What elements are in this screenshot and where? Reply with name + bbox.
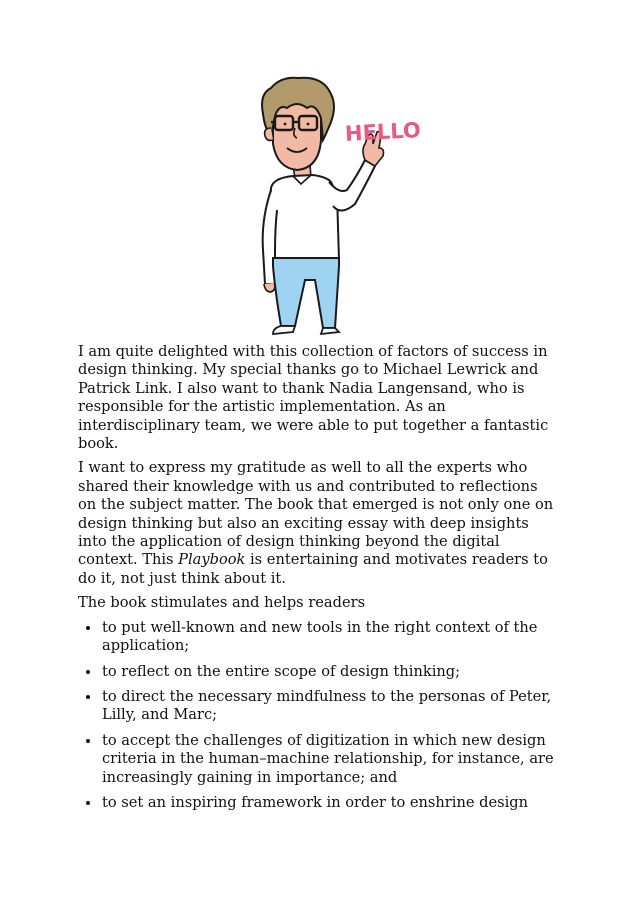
list-item: • to reflect on the entire scope of design thinking;: [101, 663, 560, 681]
list-item: • to put well-known and new tools in the right context of the application;: [101, 619, 560, 656]
left-shoe: [273, 326, 295, 334]
paragraph-acknowledgement: I am quite delighted with this collection of factors of success in design thinking. My special thanks go to Michael Lewrick and Patrick Link. I also want to thank Nadia Langensand, who is responsible for the artistic implementation. As an interdisciplinary team, we were able to put together a fantastic book.: [78, 343, 549, 453]
benefits-list: [78, 619, 560, 813]
list-item: • to direct the necessary mindfulness to the personas of Peter, Lilly, and Marc;: [101, 688, 560, 725]
list-item: • to accept the challenges of digitization in which new design criteria in the human–machine relationship, for instance, are increasingly gaining in importance; and: [101, 732, 560, 787]
list-item: • to set an inspiring framework in order to enshrine design: [101, 794, 560, 812]
right-arm: [329, 160, 375, 211]
waving-person-illustration: [215, 70, 425, 338]
book-title-emphasis: Playbook: [178, 551, 246, 569]
paragraph-intro-list: The book stimulates and helps readers: [78, 594, 366, 612]
pants: [273, 258, 339, 328]
right-shoe: [321, 328, 339, 334]
shirt: [269, 175, 339, 260]
hello-speech-text: HELLO: [344, 118, 422, 146]
paragraph-gratitude: I want to express my gratitude as well to all the experts who shared their knowledge with us and contributed to reflections on the subject matter. The book that emerged is not only one on design thinking but also an exciting essay with deep insights into the application of design thinking beyond the digital context. This Playbook is entertaining and motivates readers to do it, not just think about it.: [78, 459, 554, 587]
body-text: [78, 343, 560, 819]
